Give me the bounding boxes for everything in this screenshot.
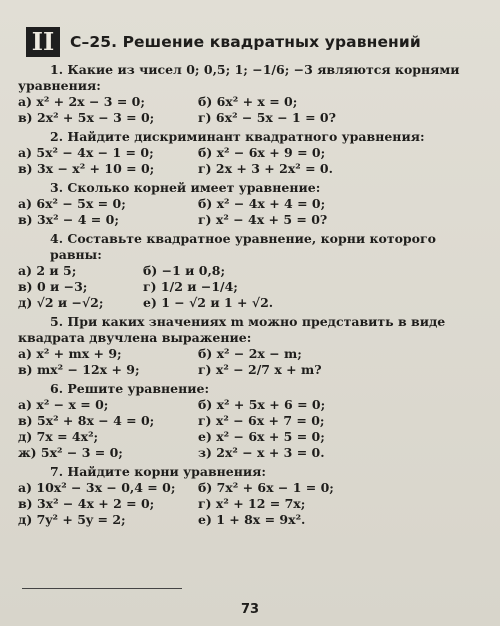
task-1-question-line-2: уравнения:	[18, 78, 101, 93]
task-6-item-v: в) 5x² + 8x − 4 = 0;	[18, 413, 155, 428]
task-6-item-a: а) x² − x = 0;	[18, 397, 109, 412]
task-7-question: 7. Найдите корни уравнения:	[50, 464, 267, 479]
task-5-question-line-2: квадрата двучлена выражение:	[18, 330, 252, 345]
task-6-item-d: д) 7x = 4x²;	[18, 429, 99, 444]
task-2-item-a: а) 5x² − 4x − 1 = 0;	[18, 145, 154, 160]
task-4-item-a: а) 2 и 5;	[18, 263, 77, 278]
task-4-item-v: в) 0 и −3;	[18, 279, 88, 294]
task-3-item-v: в) 3x² − 4 = 0;	[18, 212, 119, 227]
task-7-items	[18, 480, 480, 528]
task-4-question: 4. Составьте квадратное уравнение, корни которого равны:	[50, 231, 436, 262]
exercise-list	[18, 62, 480, 531]
task-7-item-a: а) 10x² − 3x − 0,4 = 0;	[18, 480, 176, 495]
task-3-item-g: г) x² − 4x + 5 = 0?	[198, 212, 328, 227]
task-6-item-b: б) x² + 5x + 6 = 0;	[198, 397, 326, 412]
task-2-item-g: г) 2x + 3 + 2x² = 0.	[198, 161, 333, 176]
task-2-items	[18, 145, 480, 177]
task-1-items	[18, 94, 480, 126]
task-5	[18, 314, 480, 378]
task-2	[18, 129, 480, 177]
task-1-item-a: а) x² + 2x − 3 = 0;	[18, 94, 145, 109]
task-4-spacer-3	[238, 295, 438, 311]
task-2-question: 2. Найдите дискриминант квадратного уравнения:	[50, 129, 425, 144]
task-4-item-e: е) 1 − √2 и 1 + √2.	[143, 295, 274, 310]
task-6-item-zh: ж) 5x² − 3 = 0;	[18, 445, 123, 460]
task-1-item-v: в) 2x² + 5x − 3 = 0;	[18, 110, 155, 125]
task-6	[18, 381, 480, 461]
section-title: С–25. Решение квадратных уравнений	[70, 33, 421, 51]
task-7-item-d: д) 7y² + 5y = 2;	[18, 512, 126, 527]
task-3-question: 3. Сколько корней имеет уравнение:	[50, 180, 321, 195]
task-7-item-e: е) 1 + 8x = 9x².	[198, 512, 306, 527]
task-5-question	[18, 314, 480, 346]
task-1	[18, 62, 480, 126]
task-7-item-v: в) 3x² − 4x + 2 = 0;	[18, 496, 155, 511]
task-7	[18, 464, 480, 528]
task-4-item-b: б) −1 и 0,8;	[143, 263, 226, 278]
footer-divider	[22, 588, 182, 589]
task-1-question	[18, 62, 480, 94]
task-5-item-b: б) x² − 2x − m;	[198, 346, 302, 361]
task-4-item-g: г) 1/2 и −1/4;	[143, 279, 238, 294]
task-1-question-line-1: 1. Какие из чисел 0; 0,5; 1; −1/6; −3 являются корнями	[50, 62, 460, 77]
task-3-item-b: б) x² − 4x + 4 = 0;	[198, 196, 326, 211]
task-2-item-v: в) 3x − x² + 10 = 0;	[18, 161, 155, 176]
task-1-item-b: б) 6x² + x = 0;	[198, 94, 298, 109]
task-7-item-b: б) 7x² + 6x − 1 = 0;	[198, 480, 334, 495]
task-6-item-e: е) x² − 6x + 5 = 0;	[198, 429, 325, 444]
task-7-item-g: г) x² + 12 = 7x;	[198, 496, 306, 511]
section-header	[26, 26, 486, 58]
task-5-question-line-1: 5. При каких значениях m можно представить в виде	[50, 314, 446, 329]
task-6-item-g: г) x² − 6x + 7 = 0;	[198, 413, 325, 428]
task-5-item-v: в) mx² − 12x + 9;	[18, 362, 140, 377]
task-2-item-b: б) x² − 6x + 9 = 0;	[198, 145, 326, 160]
page-number: 73	[240, 602, 260, 617]
task-5-items	[18, 346, 480, 378]
task-3-item-a: а) 6x² − 5x = 0;	[18, 196, 126, 211]
task-4	[18, 231, 480, 311]
task-6-question: 6. Решите уравнение:	[50, 381, 210, 396]
task-1-item-g: г) 6x² − 5x − 1 = 0?	[198, 110, 336, 125]
task-4-item-d: д) √2 и −√2;	[18, 295, 104, 310]
task-4-items	[18, 263, 480, 311]
task-3	[18, 180, 480, 228]
task-6-item-z: з) 2x² − x + 3 = 0.	[198, 445, 325, 460]
task-6-items	[18, 397, 480, 461]
task-3-items	[18, 196, 480, 228]
task-4-spacer-1	[238, 263, 438, 279]
task-4-spacer-2	[238, 279, 438, 295]
task-5-item-g: г) x² − 2/7 x + m?	[198, 362, 322, 377]
task-5-item-a: а) x² + mx + 9;	[18, 346, 122, 361]
section-number-badge: II	[26, 27, 60, 57]
